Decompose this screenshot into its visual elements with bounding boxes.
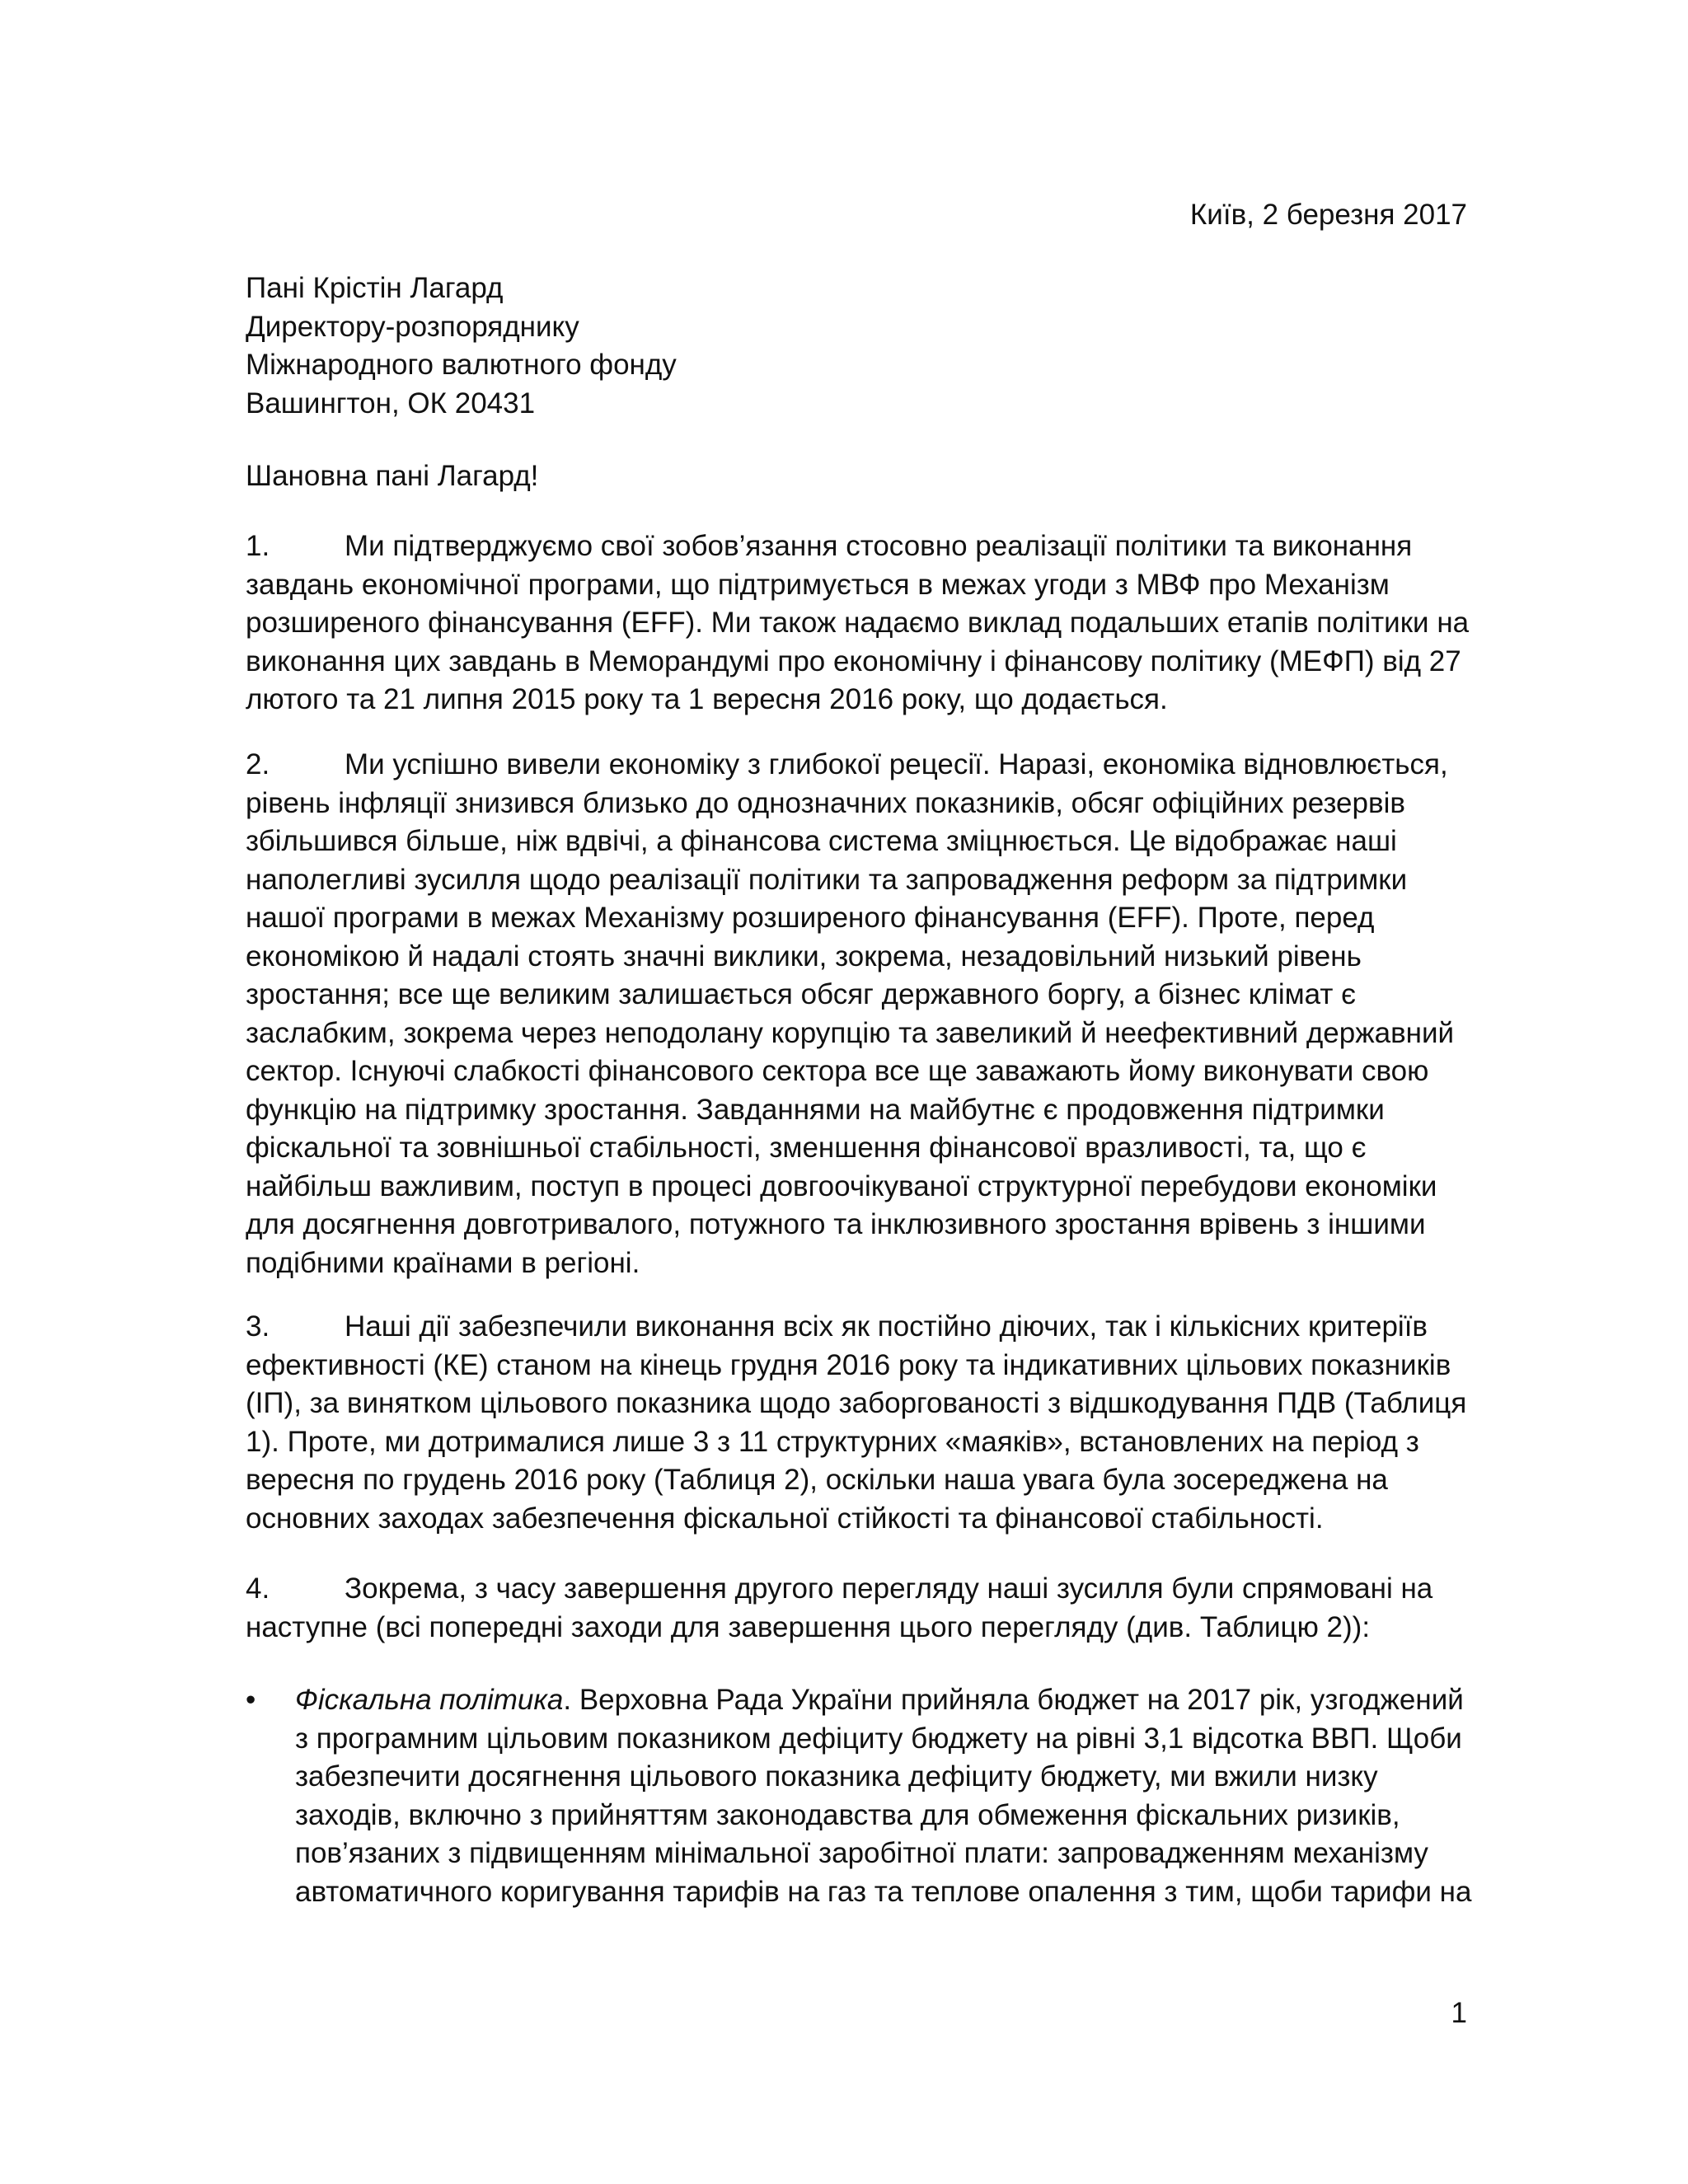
bullet-text: . Верховна Рада України прийняла бюджет на 2017 рік, узгоджений з програмним цільовим показником дефіциту бюджету на рівні 3,1 відсотка ВВП. Щоби забезпечити досягнення цільового показника дефіциту бюджету, ми вжили низку заходів, включно з прийняттям законодавства для обмеження фіскальних ризиків, пов’язаних з підвищенням мінімальної заробітної плати: запровадженням механізму автоматичного коригування тарифів на газ та теплове опалення з тим, щоби тарифи на [295, 1684, 1472, 1908]
paragraph-number: 1. [246, 530, 270, 562]
paragraph-number: 3. [246, 1310, 270, 1343]
paragraph-number: 2. [246, 748, 270, 780]
paragraph-text: Зокрема, з часу завершення другого перегляду наші зусилля були спрямовані на наступне (всі попередні заходи для завершення цього перегляду (див. Таблицю 2)): [246, 1572, 1433, 1643]
paragraph-2 [246, 746, 1482, 1282]
paragraph-text: Ми успішно вивели економіку з глибокої рецесії. Наразі, економіка відновлюється, рівень інфляції знизився близько до однозначних показників, обсяг офіційних резервів збільшився більше, ніж вдвічі, а фінансова система зміцнюється. Це відображає наші наполегливі зусилля щодо реалізації політики та запровадження реформ за підтримки нашої програми в межах Механізму розширеного фінансування (EFF). Проте, перед економікою й надалі стоять значні виклики, зокрема, незадовільний низький рівень зростання; все ще великим залишається обсяг державного боргу, а бізнес клімат є заслабким, зокрема через неподолану корупцію та завеликий й неефективний державний сектор. Існуючі слабкості фінансового сектора все ще заважають йому виконувати свою функцію на підтримку зростання. Завданнями на майбутнє є продовження підтримки фіскальної та зовнішньої стабільності, зменшення фінансової вразливості, та, що є найбільш важливим, поступ в процесі довгоочікуваної структурної перебудови економіки для досягнення довготривалого, потужного та інклюзивного зростання врівень з іншими подібними країнами в регіоні. [246, 748, 1455, 1279]
paragraph-1 [246, 527, 1482, 719]
bullet-body [295, 1681, 1482, 1911]
bullet-item-fiscal-policy [246, 1681, 1482, 1911]
recipient-address [246, 269, 677, 423]
paragraph-text: Ми підтверджуємо свої зобов’язання стосовно реалізації політики та виконання завдань економічної програми, що підтримується в межах угоди з МВФ про Механізм розширеного фінансування (EFF). Ми також надаємо виклад подальших етапів політики на виконання цих завдань в Меморандумі про економічну і фінансову політику (МЕФП) від 27 лютого та 21 липня 2015 року та 1 вересня 2016 року, що додається. [246, 530, 1470, 715]
address-line: Міжнародного валютного фонду [246, 349, 677, 381]
paragraph-3 [246, 1308, 1482, 1538]
page-number: 1 [1451, 1997, 1467, 2029]
bullet-dot-icon: • [246, 1684, 256, 1716]
bullet-lead: Фіскальна політика [295, 1684, 564, 1716]
salutation: Шановна пані Лагард! [246, 460, 539, 492]
letter-date: Київ, 2 березня 2017 [1189, 199, 1467, 231]
paragraph-4 [246, 1570, 1482, 1647]
address-line: Вашингтон, ОК 20431 [246, 387, 536, 419]
paragraph-number: 4. [246, 1572, 270, 1605]
address-line: Пані Крістін Лагард [246, 272, 504, 304]
address-line: Директору-розпоряднику [246, 310, 579, 343]
paragraph-text: Наші дії забезпечили виконання всіх як постійно діючих, так і кількісних критеріїв ефективності (КЕ) станом на кінець грудня 2016 року та індикативних цільових показників (ІП), за винятком цільового показника щодо заборгованості з відшкодування ПДВ (Таблиця 1). Проте, ми дотрималися лише 3 з 11 структурних «маяків», встановлених на період з вересня по грудень 2016 року (Таблиця 2), оскільки наша увага була зосереджена на основних заходах забезпечення фіскальної стійкості та фінансової стабільності. [246, 1310, 1467, 1535]
